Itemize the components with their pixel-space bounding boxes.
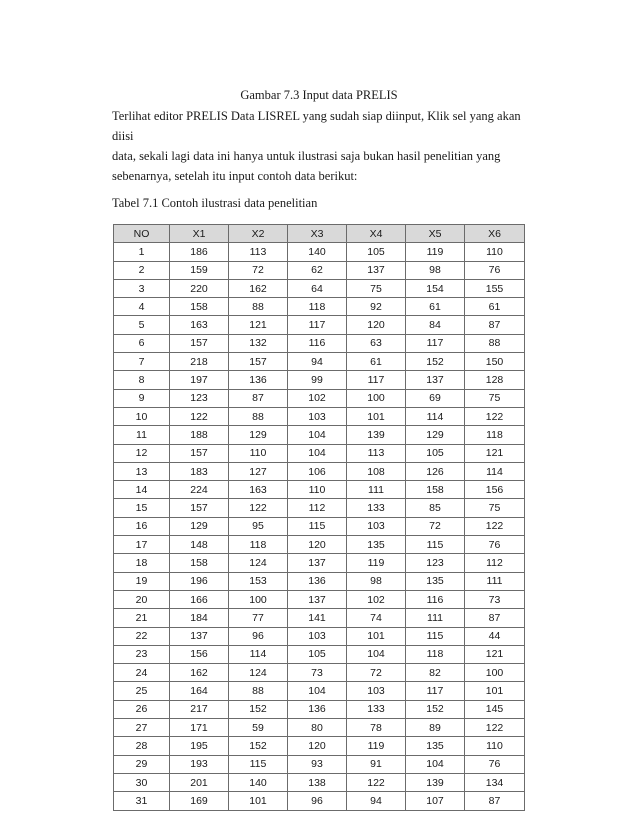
- table-title: Tabel 7.1 Contoh ilustrasi data penelitian: [112, 196, 318, 210]
- table-cell-x5: 69: [406, 389, 465, 407]
- table-cell-x6: 76: [465, 536, 525, 554]
- table-cell-x1: 159: [170, 261, 229, 279]
- table-cell-x2: 114: [229, 645, 288, 663]
- table-cell-no: 5: [114, 316, 170, 334]
- table-cell-x6: 122: [465, 719, 525, 737]
- column-header-x2: X2: [229, 225, 288, 243]
- table-cell-x4: 117: [347, 371, 406, 389]
- table-cell-x6: 121: [465, 444, 525, 462]
- table-cell-x2: 118: [229, 536, 288, 554]
- table-cell-x6: 101: [465, 682, 525, 700]
- table-row: [114, 371, 525, 389]
- table-cell-x6: 75: [465, 389, 525, 407]
- table-cell-x2: 88: [229, 407, 288, 425]
- table-cell-x5: 126: [406, 462, 465, 480]
- table-cell-x3: 93: [288, 755, 347, 773]
- table-cell-x3: 62: [288, 261, 347, 279]
- table-cell-x5: 89: [406, 719, 465, 737]
- table-cell-x3: 120: [288, 536, 347, 554]
- table-cell-x4: 94: [347, 792, 406, 810]
- table-cell-no: 23: [114, 645, 170, 663]
- table-cell-x4: 75: [347, 279, 406, 297]
- table-cell-no: 8: [114, 371, 170, 389]
- table-cell-x2: 136: [229, 371, 288, 389]
- table-cell-x1: 217: [170, 700, 229, 718]
- table-cell-x2: 110: [229, 444, 288, 462]
- table-cell-no: 13: [114, 462, 170, 480]
- table-cell-x3: 103: [288, 407, 347, 425]
- table-cell-no: 29: [114, 755, 170, 773]
- table-cell-x1: 188: [170, 426, 229, 444]
- table-cell-x6: 88: [465, 334, 525, 352]
- table-row: [114, 444, 525, 462]
- table-cell-x5: 82: [406, 664, 465, 682]
- table-cell-x1: 148: [170, 536, 229, 554]
- table-cell-x6: 87: [465, 609, 525, 627]
- table-cell-x5: 111: [406, 609, 465, 627]
- table-row: [114, 481, 525, 499]
- table-cell-x2: 59: [229, 719, 288, 737]
- table-cell-x2: 96: [229, 627, 288, 645]
- table-cell-x3: 138: [288, 773, 347, 791]
- table-cell-x1: 171: [170, 719, 229, 737]
- table-cell-x1: 186: [170, 243, 229, 261]
- table-cell-x5: 115: [406, 627, 465, 645]
- table-cell-x5: 61: [406, 298, 465, 316]
- table-row: [114, 664, 525, 682]
- table-cell-x4: 98: [347, 572, 406, 590]
- table-row: [114, 700, 525, 718]
- table-row: [114, 792, 525, 810]
- table-cell-x5: 135: [406, 572, 465, 590]
- table-row: [114, 407, 525, 425]
- table-cell-x4: 101: [347, 627, 406, 645]
- table-row: [114, 334, 525, 352]
- table-cell-x5: 116: [406, 590, 465, 608]
- table-cell-x4: 122: [347, 773, 406, 791]
- table-cell-x6: 100: [465, 664, 525, 682]
- table-cell-x3: 137: [288, 590, 347, 608]
- table-cell-no: 14: [114, 481, 170, 499]
- table-cell-x2: 153: [229, 572, 288, 590]
- table-cell-x1: 169: [170, 792, 229, 810]
- paragraph-line: data, sekali lagi data ini hanya untuk ilustrasi saja bukan hasil penelitian yang: [112, 149, 501, 163]
- table-cell-x3: 105: [288, 645, 347, 663]
- table-cell-x5: 115: [406, 536, 465, 554]
- table-cell-no: 27: [114, 719, 170, 737]
- table-cell-no: 20: [114, 590, 170, 608]
- table-cell-x3: 80: [288, 719, 347, 737]
- column-header-x1: X1: [170, 225, 229, 243]
- table-cell-x3: 73: [288, 664, 347, 682]
- table-cell-no: 17: [114, 536, 170, 554]
- table-cell-no: 12: [114, 444, 170, 462]
- table-cell-x5: 152: [406, 700, 465, 718]
- table-cell-x6: 156: [465, 481, 525, 499]
- body-paragraph: [112, 106, 542, 186]
- table-cell-x2: 129: [229, 426, 288, 444]
- table-cell-no: 4: [114, 298, 170, 316]
- table-cell-x6: 118: [465, 426, 525, 444]
- table-row: [114, 682, 525, 700]
- table-cell-x3: 112: [288, 499, 347, 517]
- table-cell-x2: 95: [229, 517, 288, 535]
- table-cell-x5: 139: [406, 773, 465, 791]
- table-cell-x4: 119: [347, 737, 406, 755]
- table-cell-x4: 119: [347, 554, 406, 572]
- table-cell-x2: 124: [229, 664, 288, 682]
- table-cell-x4: 105: [347, 243, 406, 261]
- table-cell-x4: 104: [347, 645, 406, 663]
- table-row: [114, 389, 525, 407]
- table-cell-x3: 120: [288, 737, 347, 755]
- table-row: [114, 609, 525, 627]
- table-cell-no: 19: [114, 572, 170, 590]
- figure-caption: Gambar 7.3 Input data PRELIS: [240, 88, 398, 102]
- table-cell-x3: 116: [288, 334, 347, 352]
- table-cell-no: 28: [114, 737, 170, 755]
- table-cell-x6: 61: [465, 298, 525, 316]
- table-row: [114, 645, 525, 663]
- table-cell-x2: 127: [229, 462, 288, 480]
- table-row: [114, 554, 525, 572]
- table-row: [114, 462, 525, 480]
- table-cell-x3: 104: [288, 426, 347, 444]
- table-cell-x5: 119: [406, 243, 465, 261]
- table-row: [114, 426, 525, 444]
- table-cell-x5: 98: [406, 261, 465, 279]
- table-cell-x3: 140: [288, 243, 347, 261]
- table-cell-x4: 135: [347, 536, 406, 554]
- table-cell-x2: 72: [229, 261, 288, 279]
- table-cell-x3: 136: [288, 572, 347, 590]
- table-cell-x5: 72: [406, 517, 465, 535]
- table-cell-x1: 158: [170, 554, 229, 572]
- table-cell-x1: 157: [170, 334, 229, 352]
- table-row: [114, 590, 525, 608]
- table-cell-x6: 44: [465, 627, 525, 645]
- paragraph-line: Terlihat editor PRELIS Data LISREL yang sudah siap diinput, Klik sel yang akan diisi: [112, 109, 521, 143]
- table-cell-x2: 122: [229, 499, 288, 517]
- table-cell-x2: 100: [229, 590, 288, 608]
- table-row: [114, 279, 525, 297]
- table-cell-x5: 114: [406, 407, 465, 425]
- table-cell-x5: 85: [406, 499, 465, 517]
- table-cell-x1: 123: [170, 389, 229, 407]
- table-cell-x1: 158: [170, 298, 229, 316]
- table-cell-x4: 100: [347, 389, 406, 407]
- table-cell-x5: 154: [406, 279, 465, 297]
- table-cell-x5: 117: [406, 682, 465, 700]
- table-row: [114, 773, 525, 791]
- table-cell-x5: 118: [406, 645, 465, 663]
- table-cell-no: 6: [114, 334, 170, 352]
- table-cell-x5: 84: [406, 316, 465, 334]
- table-cell-no: 10: [114, 407, 170, 425]
- table-row: [114, 353, 525, 371]
- table-cell-x4: 133: [347, 499, 406, 517]
- table-cell-x3: 137: [288, 554, 347, 572]
- table-cell-x5: 123: [406, 554, 465, 572]
- table-cell-x3: 102: [288, 389, 347, 407]
- table-cell-x1: 224: [170, 481, 229, 499]
- column-header-x3: X3: [288, 225, 347, 243]
- table-cell-x6: 121: [465, 645, 525, 663]
- table-cell-x6: 112: [465, 554, 525, 572]
- table-cell-x4: 103: [347, 517, 406, 535]
- table-cell-x1: 137: [170, 627, 229, 645]
- table-row: [114, 499, 525, 517]
- table-cell-x3: 99: [288, 371, 347, 389]
- table-header: [114, 225, 525, 243]
- table-cell-x3: 104: [288, 444, 347, 462]
- table-cell-x5: 158: [406, 481, 465, 499]
- table-cell-x6: 134: [465, 773, 525, 791]
- table-cell-x2: 163: [229, 481, 288, 499]
- table-cell-no: 18: [114, 554, 170, 572]
- table-cell-x6: 75: [465, 499, 525, 517]
- table-cell-x5: 129: [406, 426, 465, 444]
- table-cell-x6: 76: [465, 261, 525, 279]
- table-cell-x2: 140: [229, 773, 288, 791]
- table-cell-x2: 157: [229, 353, 288, 371]
- table-cell-no: 9: [114, 389, 170, 407]
- table-cell-x2: 88: [229, 682, 288, 700]
- table-cell-no: 3: [114, 279, 170, 297]
- table-row: [114, 536, 525, 554]
- table-cell-x1: 218: [170, 353, 229, 371]
- table-cell-x6: 122: [465, 407, 525, 425]
- table-cell-x5: 107: [406, 792, 465, 810]
- table-cell-x4: 74: [347, 609, 406, 627]
- table-cell-x6: 114: [465, 462, 525, 480]
- table-cell-x2: 162: [229, 279, 288, 297]
- table-cell-x3: 141: [288, 609, 347, 627]
- table-cell-x1: 201: [170, 773, 229, 791]
- table-cell-x4: 137: [347, 261, 406, 279]
- column-header-x4: X4: [347, 225, 406, 243]
- table-row: [114, 755, 525, 773]
- table-body: [114, 243, 525, 810]
- table-cell-x5: 135: [406, 737, 465, 755]
- table-row: [114, 243, 525, 261]
- table-cell-x6: 110: [465, 243, 525, 261]
- table-cell-x3: 106: [288, 462, 347, 480]
- table-row: [114, 316, 525, 334]
- table-cell-x1: 183: [170, 462, 229, 480]
- table-cell-x6: 76: [465, 755, 525, 773]
- table-cell-x4: 108: [347, 462, 406, 480]
- table-cell-x5: 117: [406, 334, 465, 352]
- table-cell-x3: 94: [288, 353, 347, 371]
- table-cell-x1: 184: [170, 609, 229, 627]
- table-cell-x6: 111: [465, 572, 525, 590]
- table-cell-x4: 113: [347, 444, 406, 462]
- table-row: [114, 737, 525, 755]
- table-cell-x3: 110: [288, 481, 347, 499]
- column-header-x6: X6: [465, 225, 525, 243]
- table-cell-x6: 110: [465, 737, 525, 755]
- table-cell-x4: 92: [347, 298, 406, 316]
- table-cell-x1: 193: [170, 755, 229, 773]
- table-cell-x1: 157: [170, 444, 229, 462]
- table-cell-x2: 88: [229, 298, 288, 316]
- table-cell-no: 16: [114, 517, 170, 535]
- table-cell-no: 2: [114, 261, 170, 279]
- table-cell-x4: 120: [347, 316, 406, 334]
- table-cell-x4: 61: [347, 353, 406, 371]
- table-cell-no: 11: [114, 426, 170, 444]
- table-cell-x1: 129: [170, 517, 229, 535]
- column-header-x5: X5: [406, 225, 465, 243]
- column-header-no: NO: [114, 225, 170, 243]
- table-cell-no: 25: [114, 682, 170, 700]
- table-cell-x5: 137: [406, 371, 465, 389]
- table-row: [114, 517, 525, 535]
- table-cell-x4: 139: [347, 426, 406, 444]
- table-cell-x1: 220: [170, 279, 229, 297]
- table-cell-x6: 150: [465, 353, 525, 371]
- table-cell-x4: 133: [347, 700, 406, 718]
- table-cell-x6: 155: [465, 279, 525, 297]
- table-cell-x3: 64: [288, 279, 347, 297]
- table-cell-x3: 117: [288, 316, 347, 334]
- table-cell-x4: 102: [347, 590, 406, 608]
- table-cell-x6: 73: [465, 590, 525, 608]
- table-cell-x6: 128: [465, 371, 525, 389]
- table-cell-x4: 91: [347, 755, 406, 773]
- table-row: [114, 298, 525, 316]
- table-row: [114, 627, 525, 645]
- header-row: [114, 225, 525, 243]
- table-cell-x2: 113: [229, 243, 288, 261]
- table-cell-x2: 152: [229, 737, 288, 755]
- table-cell-x2: 77: [229, 609, 288, 627]
- table-cell-x6: 87: [465, 792, 525, 810]
- table-cell-x1: 163: [170, 316, 229, 334]
- table-cell-x6: 145: [465, 700, 525, 718]
- table-cell-no: 1: [114, 243, 170, 261]
- table-cell-x2: 152: [229, 700, 288, 718]
- table-cell-x3: 136: [288, 700, 347, 718]
- table-cell-x3: 104: [288, 682, 347, 700]
- table-cell-x5: 152: [406, 353, 465, 371]
- table-row: [114, 719, 525, 737]
- data-table: [113, 224, 525, 811]
- table-cell-x2: 115: [229, 755, 288, 773]
- table-row: [114, 572, 525, 590]
- table-cell-x4: 78: [347, 719, 406, 737]
- table-cell-x2: 121: [229, 316, 288, 334]
- table-cell-x5: 105: [406, 444, 465, 462]
- table-cell-x2: 87: [229, 389, 288, 407]
- table-cell-x1: 162: [170, 664, 229, 682]
- table-cell-x2: 132: [229, 334, 288, 352]
- table-cell-no: 15: [114, 499, 170, 517]
- table-cell-x4: 72: [347, 664, 406, 682]
- table-cell-x2: 124: [229, 554, 288, 572]
- table-cell-no: 7: [114, 353, 170, 371]
- table-cell-x5: 104: [406, 755, 465, 773]
- table-cell-x1: 196: [170, 572, 229, 590]
- table-cell-x6: 87: [465, 316, 525, 334]
- table-cell-no: 22: [114, 627, 170, 645]
- table-cell-x1: 156: [170, 645, 229, 663]
- table-cell-x3: 103: [288, 627, 347, 645]
- table-cell-x1: 197: [170, 371, 229, 389]
- table-cell-no: 26: [114, 700, 170, 718]
- table-cell-x1: 195: [170, 737, 229, 755]
- table-cell-x1: 122: [170, 407, 229, 425]
- table-cell-x4: 111: [347, 481, 406, 499]
- table-cell-no: 31: [114, 792, 170, 810]
- table-cell-x1: 164: [170, 682, 229, 700]
- table-cell-x1: 157: [170, 499, 229, 517]
- table-cell-x3: 118: [288, 298, 347, 316]
- table-cell-no: 21: [114, 609, 170, 627]
- paragraph-line: sebenarnya, setelah itu input contoh data berikut:: [112, 169, 358, 183]
- table-cell-x4: 103: [347, 682, 406, 700]
- table-cell-x4: 63: [347, 334, 406, 352]
- table-cell-no: 24: [114, 664, 170, 682]
- table-cell-x1: 166: [170, 590, 229, 608]
- table-cell-x4: 101: [347, 407, 406, 425]
- table-cell-x6: 122: [465, 517, 525, 535]
- table-cell-x3: 115: [288, 517, 347, 535]
- table-cell-no: 30: [114, 773, 170, 791]
- table-cell-x3: 96: [288, 792, 347, 810]
- table-row: [114, 261, 525, 279]
- table-cell-x2: 101: [229, 792, 288, 810]
